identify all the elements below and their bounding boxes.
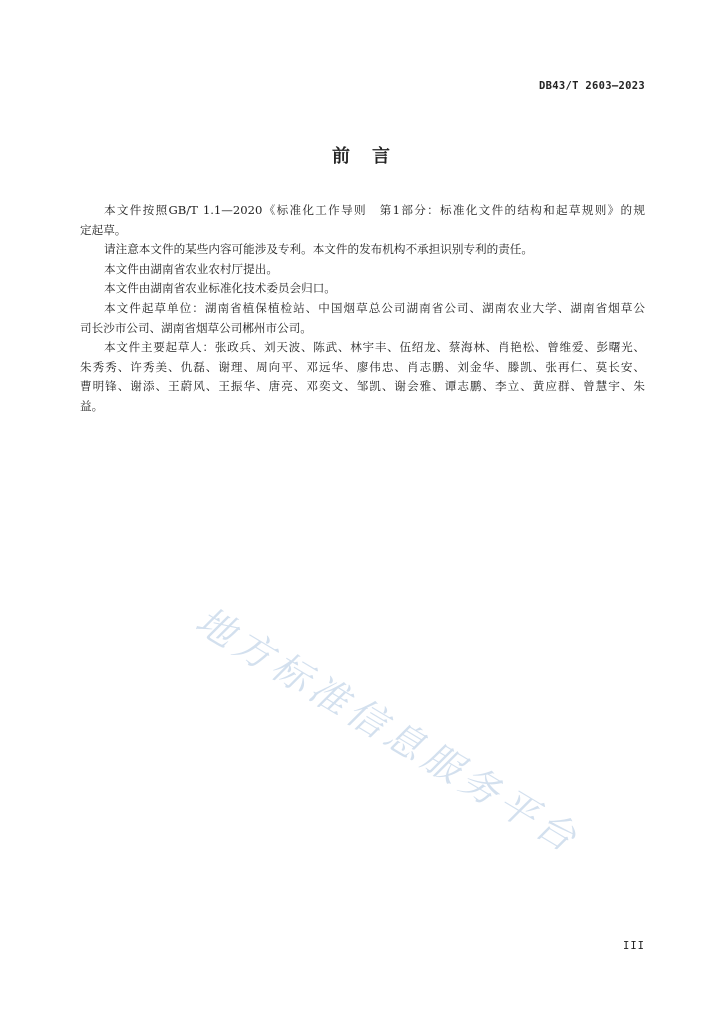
paragraph-line: 益。 [80,398,104,413]
paragraph-line: 本文件起草单位：湖南省植保植检站、中国烟草总公司湖南省公司、湖南农业大学、湖南省烟草公 [104,300,645,315]
paragraph-line: 朱秀秀、许秀美、仇磊、谢理、周向平、邓远华、廖伟忠、肖志鹏、刘金华、滕凯、张再仁、莫长安、 [80,359,645,374]
standard-code: DB43/T 2603—2023 [539,80,645,92]
paragraph [80,240,645,260]
paragraph-line: 司长沙市公司、湖南省烟草公司郴州市公司。 [80,320,312,335]
paragraph-line: 定起草。 [80,222,127,237]
page-number: III [623,940,645,952]
paragraph-line: 本文件按照GB/T 1.1—2020《标准化工作导则 第1部分：标准化文件的结构和起草规则》的规 [104,203,645,217]
paragraph-line: 本文件主要起草人：张政兵、刘天波、陈武、林宇丰、伍绍龙、蔡海林、肖艳松、曾维爱、彭曙光、 [104,340,645,355]
watermark: 地方标准信息服务平台 [188,598,589,863]
paragraph [80,201,645,240]
page-title: 前 言 [332,146,392,167]
paragraph [80,299,645,338]
paragraph-line: 本文件由湖南省农业农村厅提出。 [104,261,278,276]
paragraph [80,279,645,299]
document-body [80,201,645,417]
paragraph [80,338,645,416]
paragraph [80,260,645,280]
paragraph-line: 本文件由湖南省农业标准化技术委员会归口。 [104,281,336,296]
paragraph-line: 请注意本文件的某些内容可能涉及专利。本文件的发布机构不承担识别专利的责任。 [104,242,533,257]
paragraph-line: 曹明锋、谢添、王蔚风、王振华、唐亮、邓奕文、邹凯、谢会雅、谭志鹏、李立、黄应群、曾慧宇、朱 [80,379,645,394]
